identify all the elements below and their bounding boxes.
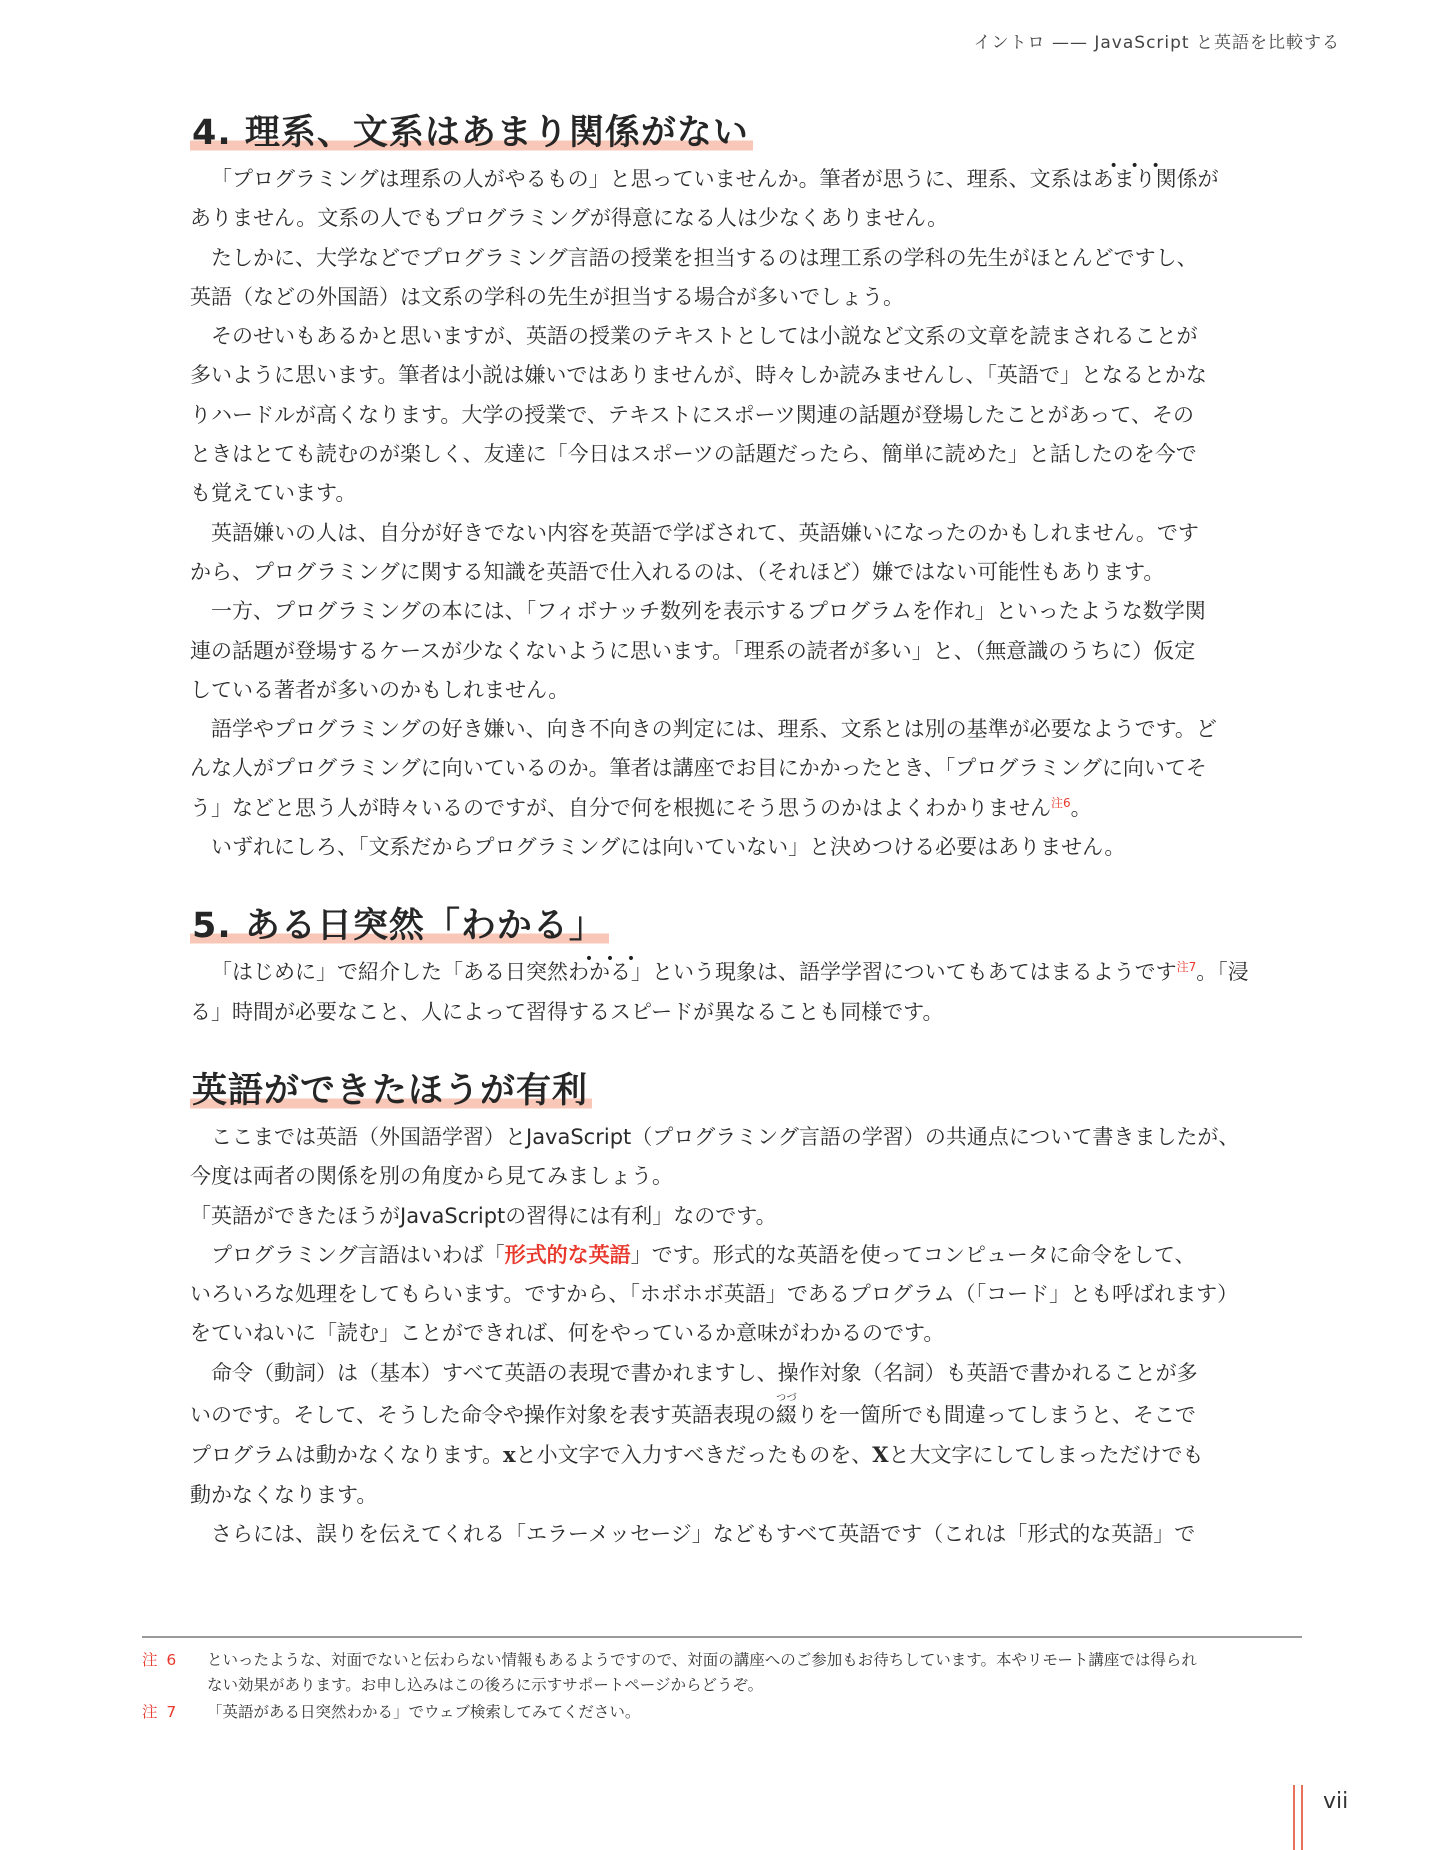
paragraph-line: をていねいに「読む」ことができれば、何をやっているか意味がわかるのです。	[190, 1321, 945, 1346]
paragraph: 命令（動詞）は（基本）すべて英語の表現で書かれますし、操作対象（名詞）も英語で書かれることが多	[211, 1360, 1198, 1385]
text: 。「浸	[1196, 960, 1249, 985]
paragraph-line: 動かなくなります。	[190, 1482, 378, 1507]
footnote-label: 注 6	[142, 1651, 179, 1669]
paragraph: いずれにしろ、「文系だからプログラミングには向いていない」と決めつける必要はありません。	[211, 835, 1126, 860]
footnotes	[142, 1636, 1302, 1727]
text: 」という現象は、語学学習についてもあてはまるようです	[631, 960, 1177, 985]
footnote-6	[142, 1648, 1302, 1698]
page-number-block	[1293, 1785, 1433, 1850]
text: プログラムは動かなくなります。	[190, 1443, 504, 1468]
paragraph-line: いろいろな処理をしてもらいます。ですから、「ホボホボ英語」であるプログラム（「コード」とも呼ばれます）	[190, 1282, 1239, 1307]
paragraph-line: 「英語ができたほうがJavaScriptの習得には有利」なのです。	[190, 1203, 777, 1228]
code-lowercase-x: x	[503, 1442, 516, 1468]
section-6-heading-wrap	[190, 1068, 1300, 1114]
paragraph-line: 連の話題が登場するケースが少なくないように思います。「理系の読者が多い」と、（無意識のうちに）仮定	[190, 638, 1196, 663]
footnote-divider	[142, 1636, 1302, 1638]
text: う」などと思う人が時々いるのですが、自分で何を根拠にそう思うのかはよくわかりません	[190, 795, 1051, 820]
paragraph-line: も覚えています。	[190, 481, 357, 506]
section-5-heading: 5. ある日突然「わかる」	[190, 903, 609, 949]
paragraph-line: りハードルが高くなります。大学の授業で、テキストにスポーツ関連の話題が登場したことがあって、その	[190, 402, 1195, 427]
emphasis-dot-char: り	[1134, 167, 1156, 191]
paragraph-line	[190, 1393, 1300, 1435]
emphasis-dot-char: わ	[568, 960, 589, 985]
emphasis-dot-char: あ	[1092, 167, 1114, 191]
text: 「はじめに」で紹介した「ある日突然	[211, 960, 568, 985]
paragraph-line	[190, 789, 1300, 828]
paragraph: 一方、プログラミングの本には、「フィボナッチ数列を表示するプログラムを作れ」といったような数学関	[211, 599, 1206, 624]
code-uppercase-x: X	[872, 1442, 889, 1468]
paragraph-line: 英語（などの外国語）は文系の学科の先生が担当する場合が多いでしょう。	[190, 284, 904, 309]
section-4-heading: 4. 理系、文系はあまり関係がない	[190, 110, 753, 156]
paragraph: ここまでは英語（外国語学習）とJavaScript（プログラミング言語の学習）の共通点について書きましたが、	[211, 1124, 1240, 1149]
text: と大文字にしてしまっただけでも	[888, 1443, 1204, 1468]
paragraph-line	[190, 1435, 1300, 1475]
paragraph-line: る」時間が必要なこと、人によって習得するスピードが異なることも同様です。	[190, 999, 944, 1024]
paragraph	[190, 1236, 1300, 1275]
emphasis-dot-char: ま	[1113, 167, 1135, 191]
footnote-line: といったような、対面でないと伝わらない情報もあるようですので、対面の講座へのご参加もお待ちしています。本やリモート講座では得られ	[207, 1651, 1197, 1669]
section-6-heading: 英語ができたほうが有利	[190, 1068, 592, 1114]
text: いのです。そして、そうした命令や操作対象を表す英語表現の	[190, 1403, 776, 1428]
footnote-line: ない効果があります。お申し込みはこの後ろに示すサポートページからどうぞ。	[207, 1676, 764, 1694]
paragraph: そのせいもあるかと思いますが、英語の授業のテキストとしては小説など文系の文章を読まされることが	[211, 324, 1198, 349]
paragraph-line: している著者が多いのかもしれません。	[190, 677, 570, 702]
paragraph: たしかに、大学などでプログラミング言語の授業を担当するのは理工系の学科の先生がほとんどですし、	[211, 245, 1198, 270]
footnote-text	[207, 1648, 1302, 1698]
paragraph: 語学やプログラミングの好き嫌い、向き不向きの判定には、理系、文系とは別の基準が必要なようです。ど	[211, 717, 1217, 742]
ruby-base: 綴	[775, 1403, 797, 1428]
footnote-ref-7[interactable]: 注7	[1176, 960, 1197, 975]
text: 「プログラミングは理系の人がやるもの」と思っていませんか。筆者が思うに、理系、文系は	[211, 167, 1093, 191]
running-head: イントロ —— JavaScript と英語を比較する	[973, 33, 1340, 53]
paragraph	[190, 160, 1300, 199]
paragraph-line: 今度は両者の関係を別の角度から見てみましょう。	[190, 1164, 673, 1189]
footnote-label: 注 7	[142, 1703, 179, 1721]
section-5-heading-wrap	[190, 903, 1300, 949]
main-content	[190, 110, 1300, 1554]
ruby-reading: つづ	[775, 1393, 797, 1405]
text: りを一箇所でも間違ってしまうと、そこで	[796, 1403, 1196, 1428]
emphasis-dot-char: る	[610, 960, 631, 985]
footnote-text: 「英語がある日突然わかる」でウェブ検索してみてください。	[207, 1703, 641, 1721]
paragraph: 英語嫌いの人は、自分が好きでない内容を英語で学ばされて、英語嫌いになったのかもしれません。です	[211, 520, 1199, 545]
paragraph-line: ときはとても読むのが楽しく、友達に「今日はスポーツの話題だったら、簡単に読めた」と話したのを今で	[190, 442, 1197, 467]
paragraph	[190, 953, 1300, 992]
text: 」です。形式的な英語を使ってコンピュータに命令をして、	[630, 1242, 1196, 1267]
paragraph-line: 多いように思います。筆者は小説は嫌いではありませんが、時々しか読みませんし、「英語で」となるとかな	[190, 363, 1207, 388]
text: と小文字で入力すべきだったものを、	[515, 1443, 873, 1468]
paragraph-line: んな人がプログラミングに向いているのか。筆者は講座でお目にかかったとき、「プログラミングに向いてそ	[190, 756, 1207, 781]
highlighted-term: 形式的な英語	[504, 1242, 631, 1267]
paragraph-line: ありません。文系の人でもプログラミングが得意になる人は少なくありません。	[190, 206, 949, 231]
paragraph-line: から、プログラミングに関する知識を英語で仕入れるのは、（それほど）嫌ではない可能性もあります。	[190, 559, 1165, 584]
footnote-ref-6[interactable]: 注6	[1051, 795, 1071, 810]
text: 関係が	[1155, 167, 1219, 191]
ruby-word	[775, 1393, 797, 1428]
paragraph: さらには、誤りを伝えてくれる「エラーメッセージ」などもすべて英語です（これは「形式的な英語」で	[211, 1521, 1196, 1546]
emphasis-dot-char: か	[589, 960, 610, 985]
page-number: vii	[1323, 1789, 1349, 1814]
text: 。	[1070, 795, 1092, 820]
text: プログラミング言語はいわば「	[211, 1242, 505, 1267]
page-edge-bars	[1293, 1785, 1303, 1850]
footnote-7	[142, 1700, 1302, 1725]
